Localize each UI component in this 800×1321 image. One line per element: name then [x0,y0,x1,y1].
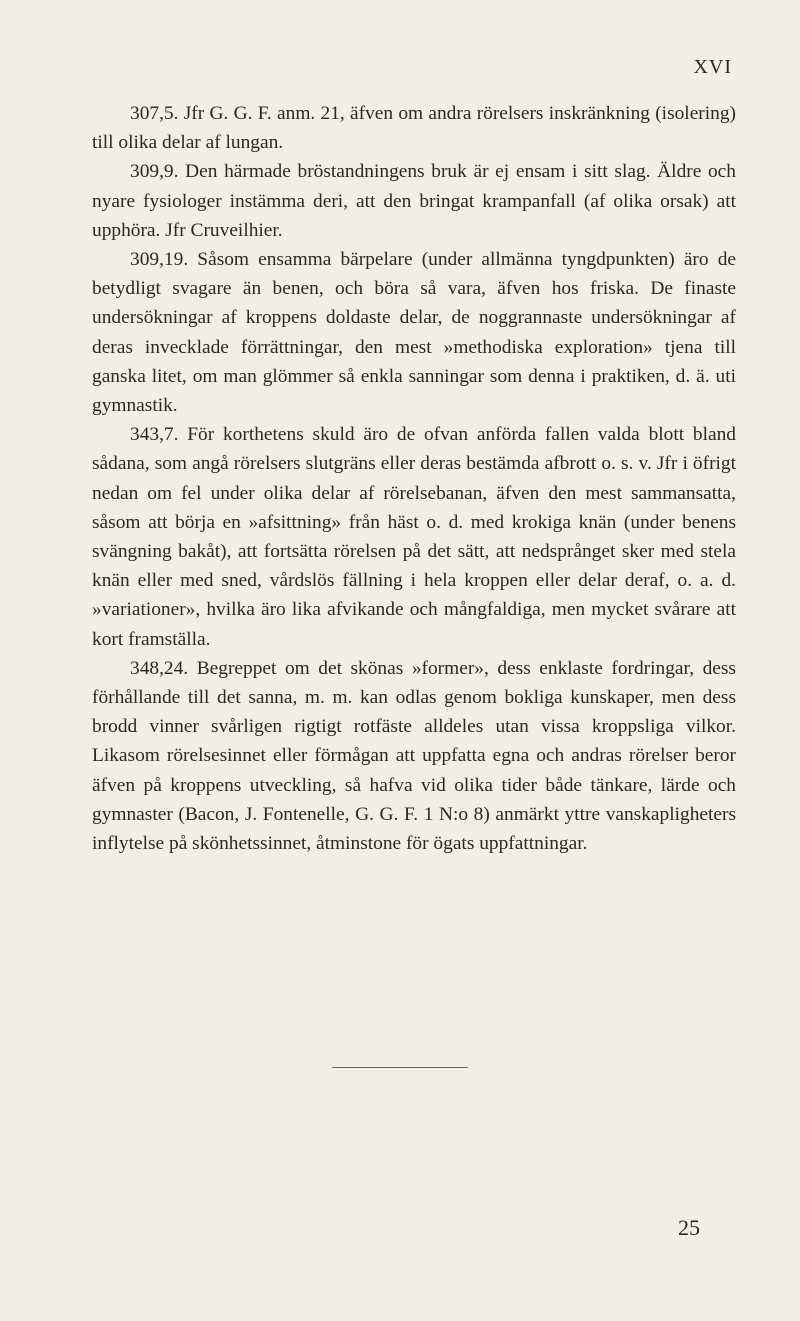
note-reference: 309,9. [130,161,179,183]
note-reference: 348,24. [130,657,189,679]
note-paragraph [92,99,736,157]
page-roman-numeral: XVI [693,56,732,78]
note-reference: 343,7. [130,424,179,446]
note-paragraph [92,654,736,858]
note-text: För korthetens skuld äro de ofvan anförda fallen valda blott bland sådana, som angå rörelsers slutgräns eller deras bestämda afbrott o. s. v. Jfr i öfrigt nedan om fel under olika delar af rörelsebanan, äfven den mest sammansatta, såsom att börja en »afsittning» från häst o. d. med krokiga knän (under benens svängning bakåt), att fortsätta rörelsen på det sätt, att nedsprånget sker med stela knän eller med sned, vårdslös fällning i hela kroppen eller delar deraf, o. a. d. »variationer», hvilka äro lika afvikande och mångfaldiga, men mycket svårare att kort framställa. [92,424,736,650]
note-reference: 309,19. [130,249,189,271]
note-paragraph [92,245,736,420]
note-text: Jfr G. G. F. anm. 21, äfven om andra rörelsers inskränkning (isolering) till olika delar af lungan. [92,103,736,154]
section-divider [332,1067,468,1068]
page-number: 25 [678,1215,700,1240]
note-reference: 307,5. [130,103,179,124]
note-text: Begreppet om det skönas »former», dess enklaste fordringar, dess förhållande till det sanna, m. m. kan odlas genom bokliga kunskaper, men dess brodd vinner svårligen rigtigt rotfäste alldeles utan vissa kroppsliga vilkor. Likasom rörelsesinnet eller förmågan att uppfatta egna och andras rörelser beror äfven på kroppens utveckling, så hafva vid olika tider både tänkare, lärde och gymnaster (Bacon, J. Fontenelle, G. G. F. 1 N:o 8) anmärkt yttre vanskapligheters inflytelse på skönhetssinnet, åtminstone för ögats uppfattningar. [92,657,736,855]
notes-body [92,99,736,858]
note-paragraph [92,420,736,654]
note-text: Den härmade bröstandningens bruk är ej ensam i sitt slag. Äldre och nyare fysiologer instämma deri, att den bringat krampanfall (af olika orsak) att upphöra. Jfr Cruveilhier. [92,161,736,241]
note-paragraph [92,157,736,245]
note-text: Såsom ensamma bärpelare (under allmänna tyngdpunkten) äro de betydligt svagare än benen, och böra så vara, äfven hos friska. De finaste undersökningar af kroppens doldaste delar, de noggrannaste undersökningar af deras invecklade förrättningar, den mest »methodiska exploration» tjena till ganska litet, om man glömmer så enkla sanningar som denna i praktiken, d. ä. uti gymnastik. [92,249,736,417]
